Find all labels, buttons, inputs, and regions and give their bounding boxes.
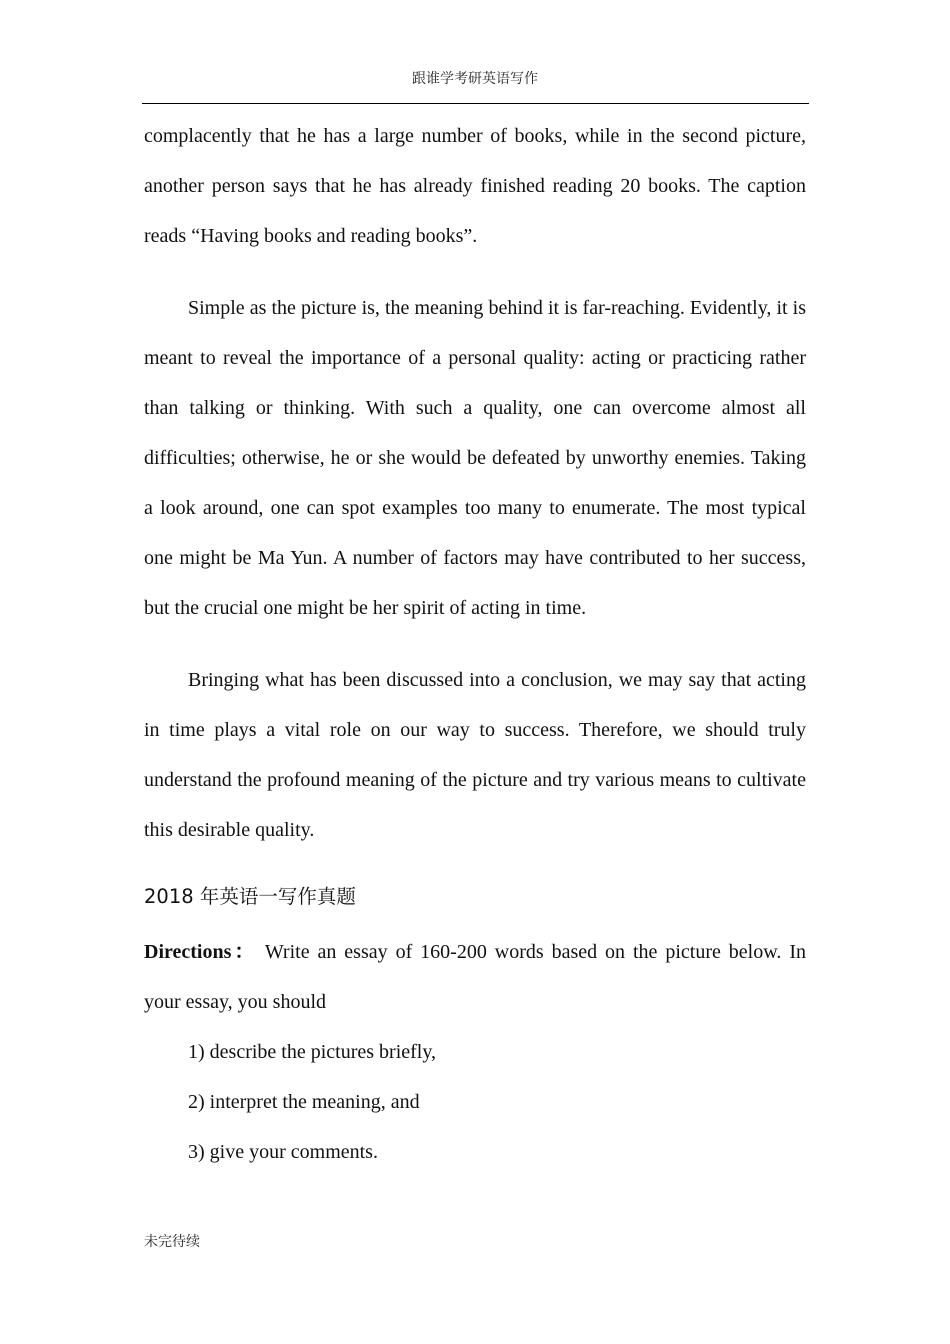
directions-item-2: 2) interpret the meaning, and — [188, 1091, 420, 1113]
essay-paragraph-2: Simple as the picture is, the meaning behind it is far-reaching. Evidently, it is meant to reveal the importance of a personal quality: acting or practicing rather than talking or thinking. With such a quality, one can overcome almost all difficulties; otherwise, he or she would be defeated by unworthy enemies. Taking a look around, one can spot examples too many to enumerate. The most typical one might be Ma Yun. A number of factors may have contributed to her success, but the crucial one might be her spirit of acting in time. — [144, 297, 806, 619]
essay-paragraph-3: Bringing what has been discussed into a conclusion, we may say that acting in time plays a vital role on our way to success. Therefore, we should truly understand the profound meaning of the picture and try various means to cultivate this desirable quality. — [144, 669, 806, 841]
directions-item-3: 3) give your comments. — [188, 1141, 378, 1163]
essay-paragraph-1: complacently that he has a large number of books, while in the second picture, another person says that he has already finished reading 20 books. The caption reads “Having books and reading books”. — [144, 125, 806, 247]
header-divider — [142, 103, 809, 104]
document-body — [144, 111, 806, 1177]
directions-paragraph — [144, 927, 806, 1027]
footer-note: 未完待续 — [144, 1234, 200, 1250]
page-header: 跟谁学考研英语写作 — [412, 71, 538, 87]
directions-item-1: 1) describe the pictures briefly, — [188, 1041, 437, 1063]
directions-label: Directions： — [144, 941, 258, 963]
section-title: 2018 年英语一写作真题 — [144, 885, 356, 908]
directions-text: Write an essay of 160-200 words based on the picture below. In your essay, you should — [144, 941, 806, 1013]
